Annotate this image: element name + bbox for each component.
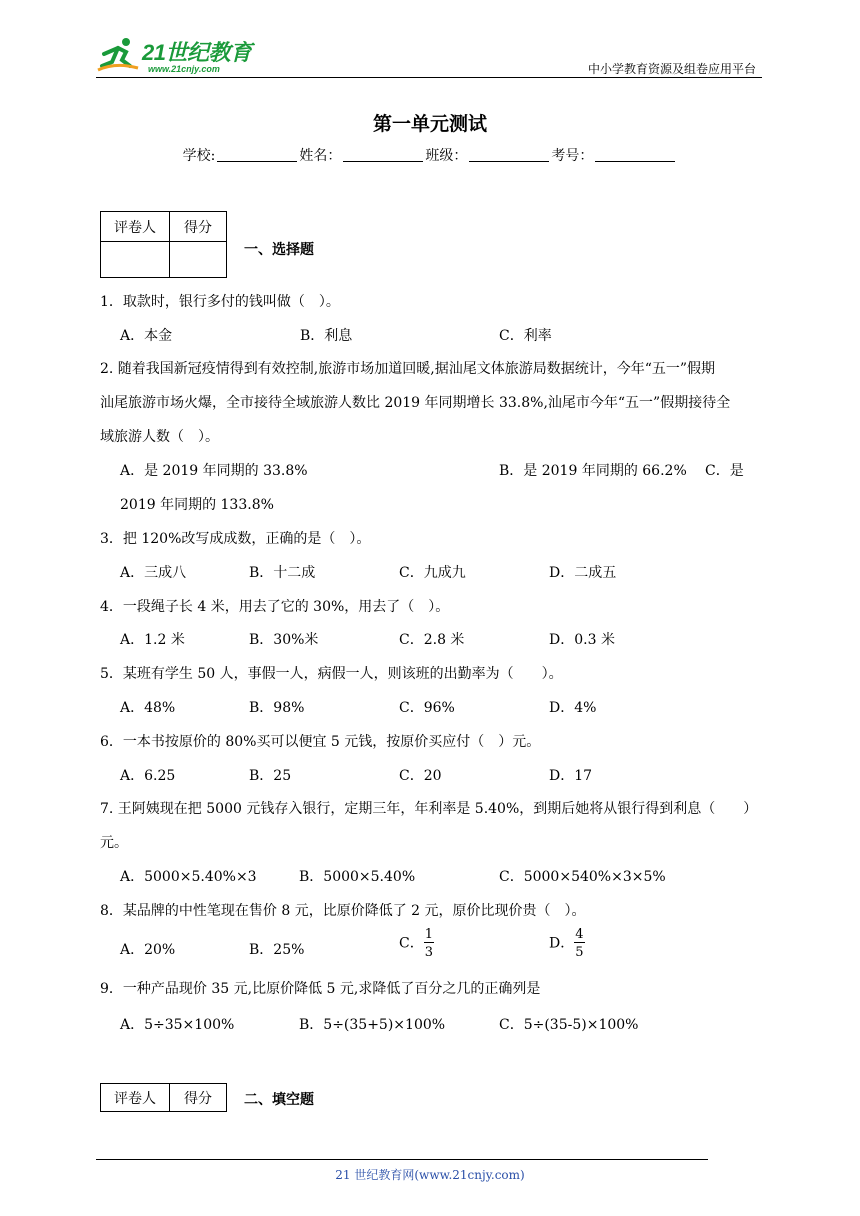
q3-option-d: D．二成五	[549, 565, 617, 581]
q8-option-d-label: D．	[549, 935, 575, 952]
q6-option-a: A．6.25	[120, 768, 176, 784]
q5-option-b: B．98%	[249, 700, 305, 716]
q7-option-a: A．5000×5.40%×3	[120, 869, 257, 885]
question-2-line-2: 汕尾旅游市场火爆，全市接待全域旅游人数比 2019 年同期增长 33.8%,汕尾市今年“五一”假期接待全	[100, 395, 731, 411]
q9-option-c: C．5÷(35-5)×100%	[499, 1017, 639, 1033]
q8-option-c-label: C．	[399, 935, 424, 952]
q8-option-a: A．20%	[120, 942, 176, 958]
question-7-line-2: 元。	[100, 835, 128, 851]
question-7-line-1: 7. 王阿姨现在把 5000 元钱存入银行，定期三年，年利率是 5.40%，到期后她将从银行得到利息（ ）	[100, 801, 758, 817]
class-blank	[469, 147, 549, 162]
footer-divider	[96, 1159, 708, 1160]
running-figure-icon	[96, 36, 140, 74]
q3-option-b: B．十二成	[249, 565, 316, 581]
name-blank	[343, 147, 423, 162]
school-blank	[217, 147, 297, 162]
header-divider	[96, 77, 762, 78]
page-title: 第一单元测试	[372, 113, 487, 135]
q5-option-c: C．96%	[399, 700, 455, 716]
question-5: 5．某班有学生 50 人，事假一人，病假一人，则该班的出勤率为（ ）。	[100, 666, 563, 682]
q4-option-c: C．2.8 米	[399, 632, 465, 648]
question-2-line-3: 域旅游人数（ ）。	[100, 429, 219, 445]
q9-option-b: B．5÷(35+5)×100%	[299, 1017, 446, 1033]
q2-option-c: C．是	[705, 463, 744, 479]
site-logo	[96, 34, 256, 78]
question-4: 4．一段绳子长 4 米，用去了它的 30%，用去了（ ）。	[100, 599, 450, 615]
q5-option-a: A．48%	[120, 700, 176, 716]
platform-name: 中小学教育资源及组卷应用平台	[587, 62, 756, 76]
question-2-line-1: 2. 随着我国新冠疫情得到有效控制,旅游市场加道回暖,据汕尾文体旅游局数据统计，今年“五一”假期	[100, 361, 716, 377]
q2-option-c-cont: 2019 年同期的 133.8%	[120, 497, 274, 513]
exam-no-blank	[595, 147, 675, 162]
q1-option-a: A．本金	[120, 328, 173, 344]
grader-cell	[101, 242, 170, 278]
grader-label: 评卷人	[101, 212, 170, 242]
class-label: 班级：	[425, 148, 468, 164]
q2-option-a: A．是 2019 年同期的 33.8%	[120, 463, 308, 479]
score-cell	[170, 242, 227, 278]
q2-option-b: B．是 2019 年同期的 66.2%	[499, 463, 687, 479]
q3-option-c: C．九成九	[399, 565, 466, 581]
q9-option-a: A．5÷35×100%	[120, 1017, 235, 1033]
logo-text: 21世纪教育	[142, 40, 252, 65]
question-9: 9．一种产品现价 35 元,比原价降低 5 元,求降低了百分之几的正确列是	[100, 981, 541, 997]
school-label: 学校:	[182, 148, 216, 164]
q3-option-a: A．三成八	[120, 565, 187, 581]
fraction-denominator: 3	[424, 945, 433, 960]
student-info-line	[0, 145, 860, 165]
question-3: 3．把 120%改写成成数，正确的是（ ）。	[100, 531, 371, 547]
section-heading-choice: 一、选择题	[244, 242, 314, 258]
q6-option-c: C．20	[399, 768, 442, 784]
fraction-numerator: 1	[424, 927, 433, 942]
q5-option-d: D．4%	[549, 700, 597, 716]
exam-no-label: 考号：	[551, 148, 594, 164]
question-1: 1．取款时，银行多付的钱叫做（ ）。	[100, 294, 340, 310]
logo-url: www.21cnjy.com	[148, 64, 220, 74]
q6-option-d: D．17	[549, 768, 593, 784]
score-box-section1	[100, 211, 227, 278]
q7-option-c: C．5000×540%×3×5%	[499, 869, 666, 885]
q8-option-d	[549, 928, 585, 959]
q4-option-d: D．0.3 米	[549, 632, 615, 648]
question-8: 8．某品牌的中性笔现在售价 8 元，比原价降低了 2 元，原价比现价贵（ ）。	[100, 903, 586, 919]
q6-option-b: B．25	[249, 768, 292, 784]
grader-label: 评卷人	[101, 1084, 170, 1112]
q8-fraction-d	[574, 928, 584, 959]
score-box-section2	[100, 1083, 227, 1112]
fraction-denominator: 5	[575, 945, 584, 960]
q7-option-b: B．5000×5.40%	[299, 869, 416, 885]
section-heading-fill: 二、填空题	[244, 1092, 314, 1108]
q8-option-b: B．25%	[249, 942, 305, 958]
q8-fraction-c	[424, 928, 434, 959]
q4-option-a: A．1.2 米	[120, 632, 185, 648]
footer-text: 21 世纪教育网(www.21cnjy.com)	[335, 1168, 525, 1182]
q4-option-b: B．30%米	[249, 632, 319, 648]
name-label: 姓名：	[299, 148, 342, 164]
q1-option-b: B．利息	[300, 328, 353, 344]
score-label: 得分	[170, 1084, 227, 1112]
fraction-numerator: 4	[575, 927, 584, 942]
q8-option-c	[399, 928, 434, 959]
q1-option-c: C．利率	[499, 328, 552, 344]
question-6: 6．一本书按原价的 80%买可以便宜 5 元钱，按原价买应付（ ）元。	[100, 734, 541, 750]
score-label: 得分	[170, 212, 227, 242]
